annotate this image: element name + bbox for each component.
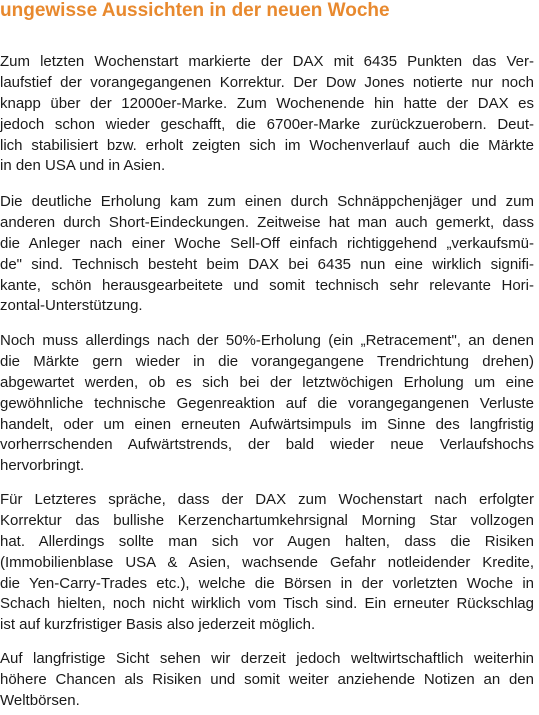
text-line: die Yen-Carry-Trades etc.), welche die Börsen in der vorletzten Woche in bbox=[0, 574, 534, 592]
text-line: Die deutliche Erholung kam zum einen durch Schnäppchenjäger und zum bbox=[0, 193, 534, 210]
paragraph-3 bbox=[0, 331, 534, 477]
text-line: zontal-Unterstützung. bbox=[0, 297, 143, 315]
text-line: in den USA und in Asien. bbox=[0, 157, 166, 175]
text-line: lich stabilisiert bzw. erholt zeigten sich im Wochenverlauf auch die Märkte bbox=[0, 136, 534, 154]
text-line: handelt, oder um einen erneuten Aufwärtsimpuls im Sinne des langfristig bbox=[0, 415, 534, 433]
text-line: laufstief der vorangegangenen Korrektur. Der Dow Jones notierte nur noch bbox=[0, 73, 534, 91]
text-line: Korrektur das bullishe Kerzenchartumkehrsignal Morning Star vollzogen bbox=[0, 511, 534, 529]
text-line: knapp über der 12000er-Marke. Zum Wochenende hin hatte der DAX es bbox=[0, 94, 534, 112]
text-line: de" sind. Technisch besteht beim DAX bei 6435 nun eine wirklich signifi- bbox=[0, 255, 534, 273]
text-line: gewöhnliche technische Gegenreaktion auf die vorangegangenen Verluste bbox=[0, 394, 534, 412]
text-line: Für Letzteres spräche, dass der DAX zum Wochenstart nach erfolgter bbox=[0, 491, 534, 508]
text-line: kante, schön herausgearbeitete und somit technisch sehr relevante Hori- bbox=[0, 276, 534, 294]
text-line: die Anleger nach einer Woche Sell-Off einfach richtiggehend „verkaufsmü- bbox=[0, 234, 534, 252]
text-line: die Märkte gern wieder in die vorangegangene Trendrichtung drehen) bbox=[0, 352, 534, 370]
article-title: ungewisse Aussichten in der neuen Woche bbox=[0, 0, 390, 21]
text-line: jedoch schon wieder geschafft, die 6700er-Marke zurückzuerobern. Deut- bbox=[0, 115, 534, 133]
text-line: Zum letzten Wochenstart markierte der DAX mit 6435 Punkten das Ver- bbox=[0, 53, 534, 70]
text-line: Weltbörsen. bbox=[0, 691, 80, 709]
text-line: Schach hielten, noch nicht wirklich vom Tisch sind. Ein erneuter Rückschlag bbox=[0, 595, 534, 613]
paragraph-1 bbox=[0, 52, 534, 177]
text-line: höhere Chancen als Risiken und somit weiter anziehende Notizen an den bbox=[0, 670, 534, 688]
text-line: abgewartet werden, ob es sich bei der letztwöchigen Erholung um eine bbox=[0, 373, 534, 391]
text-line: Noch muss allerdings nach der 50%-Erholung (ein „Retracement", an denen bbox=[0, 332, 534, 349]
text-line: anderen durch Short-Eindeckungen. Zeitweise hat man auch gemerkt, dass bbox=[0, 213, 534, 231]
text-line: hervorbringt. bbox=[0, 457, 85, 475]
paragraph-5 bbox=[0, 649, 534, 712]
text-line: ist auf kurzfristiger Basis also jederzeit möglich. bbox=[0, 616, 316, 634]
text-line: vorherrschenden Aufwärtstrends, der bald wieder neue Verlaufshochs bbox=[0, 436, 534, 454]
paragraph-4 bbox=[0, 490, 534, 636]
paragraph-2 bbox=[0, 192, 534, 317]
text-line: hat. Allerdings sollte man sich vor Augen halten, dass die Risiken bbox=[0, 532, 534, 550]
text-line: Auf langfristige Sicht sehen wir derzeit jedoch weltwirtschaftlich weiterhin bbox=[0, 650, 534, 667]
text-line: (Immobilienblase USA & Asien, wachsende Gefahr notleidender Kredite, bbox=[0, 553, 534, 571]
